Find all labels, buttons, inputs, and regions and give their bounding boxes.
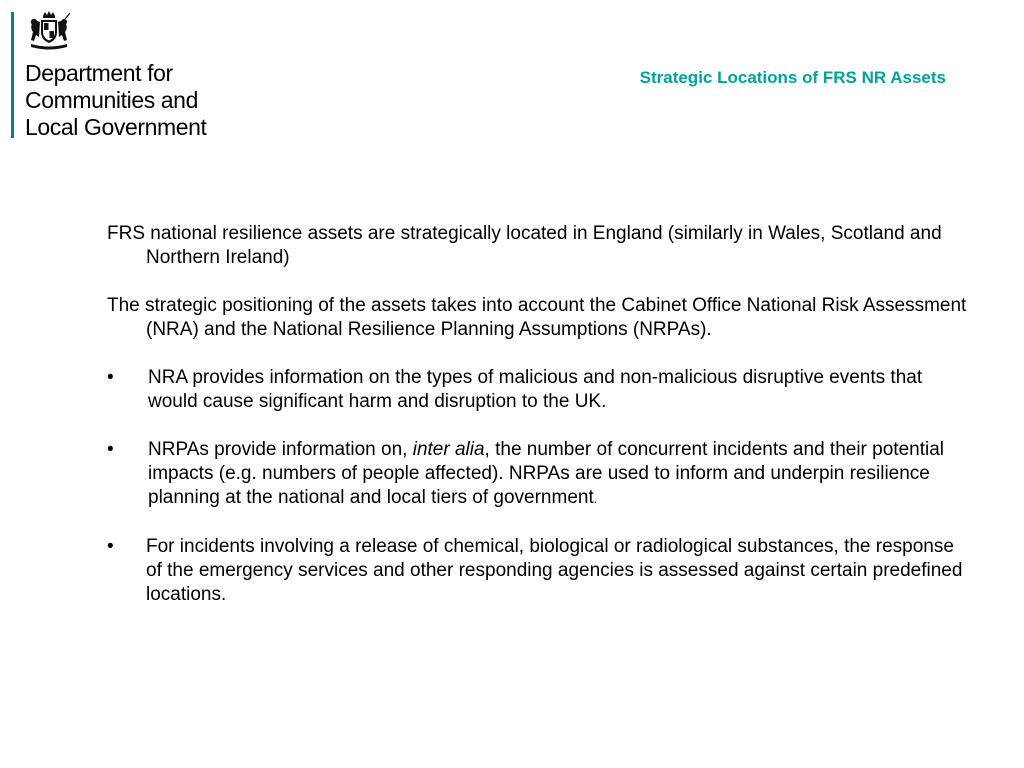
italic-term: inter alia — [412, 439, 485, 460]
bullet-marker: • — [107, 536, 114, 557]
bullet-item — [107, 438, 967, 511]
logo-line: Department for — [25, 60, 173, 86]
brand-rule — [11, 12, 14, 138]
logo-line: Local Government — [25, 114, 207, 140]
bullet-text — [148, 438, 967, 511]
slide-title: Strategic Locations of FRS NR Assets — [639, 68, 946, 87]
bullet-marker: • — [107, 367, 114, 388]
bullet-text-part: , the number of concurrent incidents and their potential impacts (e.g. numbers of people affected). NRPAs are used to inform and underpin resilience planning at the national and local tiers of government — [148, 439, 944, 508]
bullet-marker: • — [107, 439, 114, 460]
bullet-item — [107, 535, 967, 607]
paragraph: The strategic positioning of the assets takes into account the Cabinet Office National Risk Assessment (NRA) and the National Resilience Planning Assumptions (NRPAs). — [107, 295, 967, 340]
bullet-item — [107, 366, 967, 414]
logo-line: Communities and — [25, 87, 198, 113]
bullet-text: For incidents involving a release of chemical, biological or radiological substances, the response of the emergency services and other responding agencies is assessed against certain predefined locations. — [146, 536, 963, 605]
paragraph: FRS national resilience assets are strategically located in England (similarly in Wales, Scotland and Northern Ireland) — [107, 223, 942, 268]
royal-coat-of-arms-icon — [24, 10, 74, 52]
bullet-text: NRA provides information on the types of malicious and non-malicious disruptive events that would cause significant harm and disruption to the UK. — [148, 367, 923, 412]
bullet-text-part: NRPAs provide information on, — [148, 439, 413, 460]
bullet-text-end: . — [593, 492, 598, 506]
department-logo-text — [25, 60, 285, 141]
slide-body — [107, 222, 967, 631]
